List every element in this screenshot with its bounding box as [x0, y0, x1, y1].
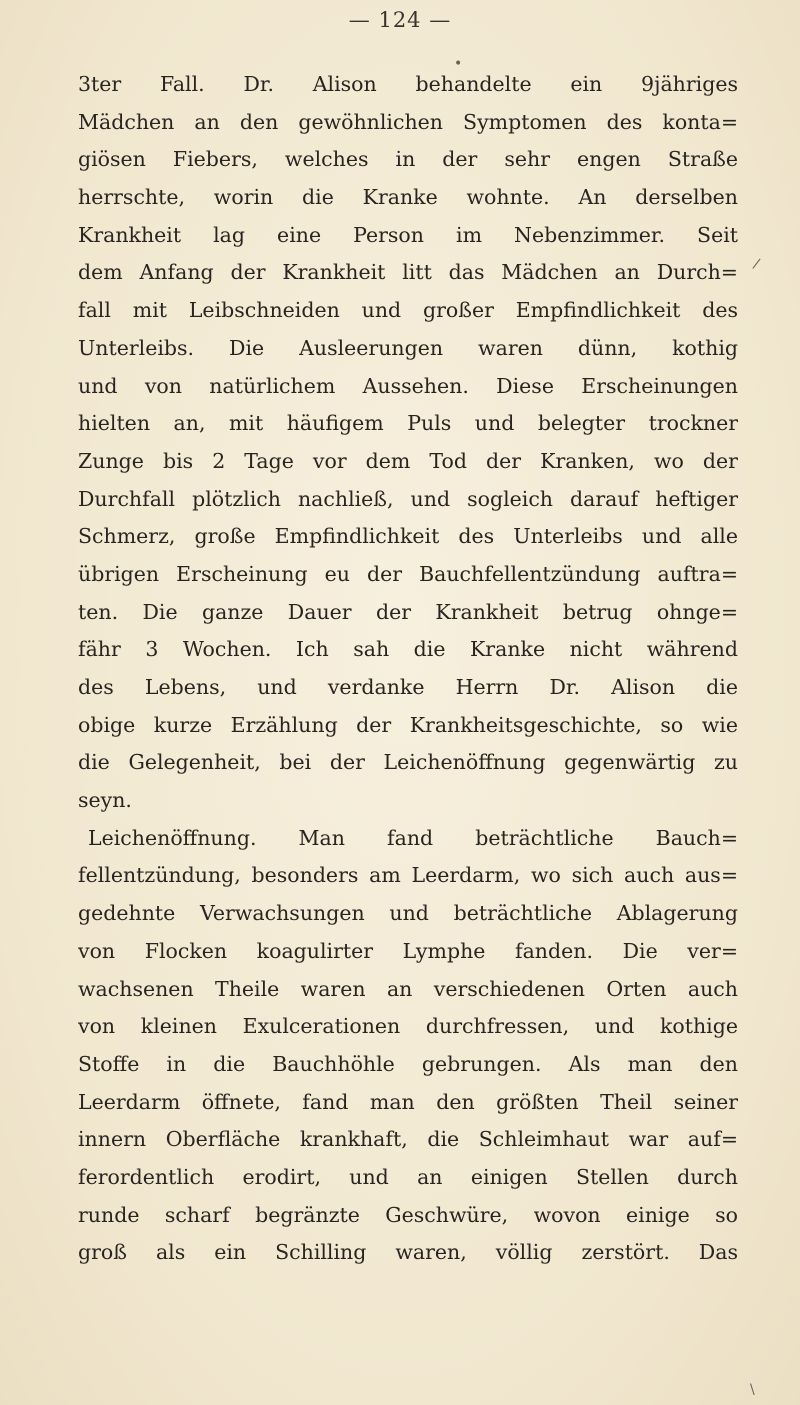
- text-line: Mädchen an den gewöhnlichen Symptomen des konta=: [78, 109, 738, 134]
- text-line: Durchfall plötzlich nachließ, und sogleich darauf heftiger: [78, 486, 738, 511]
- text-line: Leichenöffnung. Man fand beträchtliche Bauch=: [88, 825, 738, 850]
- text-line: fellentzündung, besonders am Leerdarm, wo sich auch aus=: [78, 863, 738, 888]
- text-line: herrschte, worin die Kranke wohnte. An derselben: [78, 185, 738, 210]
- text-line: von Flocken koagulirter Lymphe fanden. Die ver=: [78, 938, 738, 963]
- text-line: obige kurze Erzählung der Krankheitsgeschichte, so wie: [78, 712, 738, 737]
- text-line: wachsenen Theile waren an verschiedenen Orten auch: [78, 976, 738, 1001]
- text-line: gedehnte Verwachsungen und beträchtliche Ablagerung: [78, 901, 738, 926]
- text-line: innern Oberfläche krankhaft, die Schleimhaut war auf=: [78, 1127, 738, 1152]
- text-line: hielten an, mit häufigem Puls und belegter trockner: [78, 411, 738, 436]
- text-line: Krankheit lag eine Person im Nebenzimmer. Seit: [78, 222, 738, 247]
- text-line: Leerdarm öffnete, fand man den größten Theil seiner: [78, 1089, 738, 1114]
- margin-mark: /: [751, 255, 762, 273]
- text-line: Unterleibs. Die Ausleerungen waren dünn, kothig: [78, 335, 738, 360]
- text-line: ferordentlich erodirt, und an einigen Stellen durch: [78, 1164, 738, 1189]
- text-line: 3ter Fall. Dr. Alison behandelte ein 9jähriges: [78, 72, 738, 96]
- text-line: groß als ein Schilling waren, völlig zerstört. Das: [78, 1240, 738, 1265]
- margin-mark: •: [454, 56, 463, 72]
- text-line: runde scharf begränzte Geschwüre, wovon einige so: [78, 1202, 738, 1227]
- text-line: seyn.: [78, 788, 132, 813]
- margin-mark: \: [750, 1382, 755, 1398]
- page-number: — 124 —: [348, 8, 452, 32]
- text-line: übrigen Erscheinung eu der Bauchfellentzündung auftra=: [78, 561, 738, 586]
- text-line: Stoffe in die Bauchhöhle gebrungen. Als man den: [78, 1051, 738, 1076]
- text-line: fall mit Leibschneiden und großer Empfindlichkeit des: [78, 298, 738, 323]
- text-line: Zunge bis 2 Tage vor dem Tod der Kranken, wo der: [78, 448, 738, 473]
- text-line: von kleinen Exulcerationen durchfressen, und kothige: [78, 1014, 738, 1039]
- text-line: giösen Fiebers, welches in der sehr engen Straße: [78, 147, 738, 172]
- text-line: des Lebens, und verdanke Herrn Dr. Alison die: [78, 675, 738, 699]
- text-line: fähr 3 Wochen. Ich sah die Kranke nicht während: [78, 637, 738, 662]
- text-line: die Gelegenheit, bei der Leichenöffnung gegenwärtig zu: [78, 750, 738, 775]
- text-line: dem Anfang der Krankheit litt das Mädchen an Durch=: [78, 260, 738, 285]
- text-line: Schmerz, große Empfindlichkeit des Unterleibs und alle: [78, 524, 738, 549]
- text-line: und von natürlichem Aussehen. Diese Erscheinungen: [78, 373, 738, 398]
- text-line: ten. Die ganze Dauer der Krankheit betrug ohnge=: [78, 599, 738, 624]
- body-text: [78, 66, 738, 1272]
